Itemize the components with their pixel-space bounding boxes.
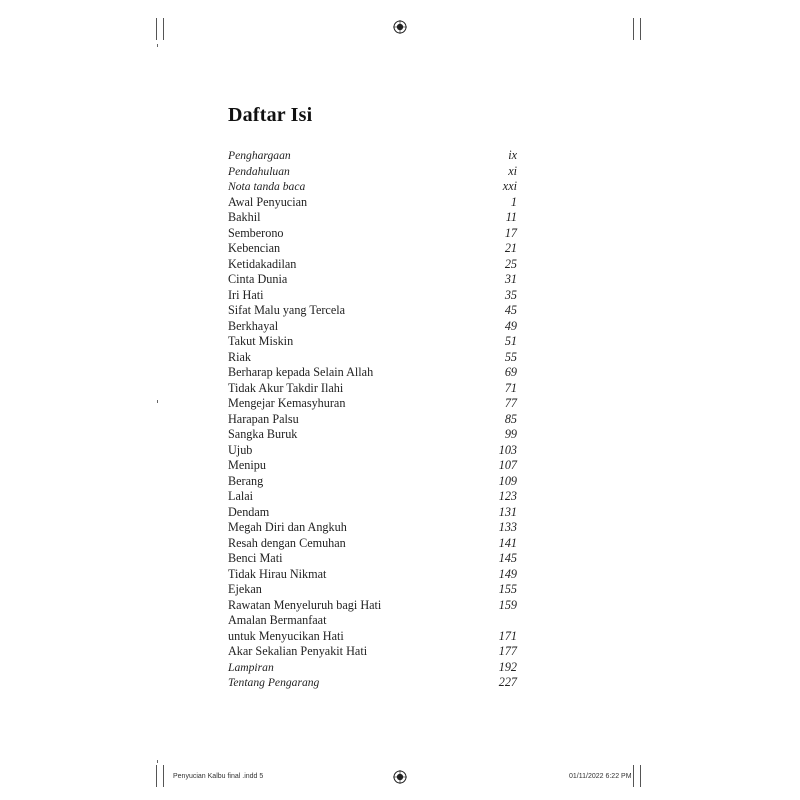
toc-entry-page: 171	[498, 628, 517, 643]
toc-entry-title: Berkhayal	[228, 318, 279, 333]
toc-entry-title: untuk Menyucikan Hati	[228, 628, 344, 643]
footer-timestamp: 01/11/2022 6:22 PM	[569, 773, 632, 780]
toc-entry	[228, 582, 517, 598]
toc-entry-page: 192	[498, 659, 517, 674]
toc-entry-title: Sangka Buruk	[228, 427, 298, 441]
toc-entry-page: 155	[498, 582, 517, 596]
toc-entry	[228, 288, 517, 304]
toc-entry-title: Pendahuluan	[228, 164, 290, 178]
toc-entry	[228, 644, 517, 660]
toc-entry-page: 107	[498, 458, 517, 472]
toc-entry-title: Semberono	[228, 225, 284, 240]
toc-entry-title: Berharap kepada Selain Allah	[228, 365, 374, 379]
toc-entry	[228, 257, 517, 273]
toc-entry-page: 71	[504, 380, 517, 395]
toc-entry-title: Iri Hati	[228, 287, 264, 302]
registration-mark-top-icon	[393, 20, 407, 34]
toc-entry-title: Benci Mati	[228, 551, 283, 565]
toc-entry-page: 35	[504, 287, 517, 302]
toc-entry	[228, 505, 517, 521]
toc-entry-page: 49	[504, 318, 517, 333]
toc-entry-title: Cinta Dunia	[228, 272, 288, 286]
crop-mark-top-right-2	[640, 18, 641, 40]
toc-entry-title: Lalai	[228, 489, 254, 503]
toc-entry-page: 141	[498, 535, 517, 550]
toc-entry	[228, 148, 517, 164]
toc-entry-page: 145	[498, 551, 517, 565]
page-title: Daftar Isi	[228, 104, 313, 126]
toc-entry-title: Menipu	[228, 458, 266, 472]
toc-entry	[228, 613, 517, 629]
toc-entry	[228, 660, 517, 676]
toc-entry-title: Tidak Hirau Nikmat	[228, 566, 327, 581]
toc-entry-title: Awal Penyucian	[228, 194, 308, 209]
toc-entry	[228, 241, 517, 257]
toc-entry-page: 77	[504, 396, 517, 410]
toc-entry-page: 17	[504, 225, 517, 240]
toc-entry	[228, 210, 517, 226]
toc-entry-title: Berang	[228, 473, 264, 488]
toc-entry	[228, 489, 517, 505]
crop-tick-left-bottom	[157, 760, 158, 763]
toc-entry	[228, 226, 517, 242]
crop-mark-top-right-1	[633, 18, 634, 40]
toc-entry	[228, 675, 517, 691]
toc-entry	[228, 551, 517, 567]
toc-entry-page: 103	[498, 442, 517, 457]
toc-entry	[228, 536, 517, 552]
toc-entry	[228, 474, 517, 490]
toc-entry-title: Dendam	[228, 504, 270, 519]
toc-entry	[228, 629, 517, 645]
toc-entry-page: 131	[498, 504, 517, 519]
toc-entry-title: Harapan Palsu	[228, 411, 299, 426]
toc-entry-page: 227	[498, 675, 517, 689]
toc-entry	[228, 598, 517, 614]
toc-entry	[228, 520, 517, 536]
toc-entry-page: xi	[508, 163, 517, 178]
toc-entry	[228, 427, 517, 443]
toc-entry	[228, 195, 517, 211]
toc-entry-title: Akar Sekalian Penyakit Hati	[228, 644, 368, 658]
toc-entry-page: 85	[504, 411, 517, 426]
toc-entry	[228, 443, 517, 459]
toc-entry-title: Ejekan	[228, 582, 262, 596]
toc-entry-page: 45	[504, 303, 517, 317]
toc-entry-page: 21	[504, 241, 517, 255]
toc-entry	[228, 458, 517, 474]
toc-entry-title: Resah dengan Cemuhan	[228, 535, 346, 550]
toc-entry-title: Ujub	[228, 442, 253, 457]
toc-entry-title: Rawatan Menyeluruh bagi Hati	[228, 597, 382, 612]
toc-entry-page: 51	[504, 334, 517, 348]
toc-entry	[228, 303, 517, 319]
toc-entry	[228, 381, 517, 397]
registration-mark-bottom-icon	[393, 770, 407, 784]
toc-entry-title: Tentang Pengarang	[228, 676, 320, 689]
toc-entry-page: 159	[498, 597, 517, 612]
toc-entry	[228, 396, 517, 412]
table-of-contents	[228, 148, 517, 691]
toc-entry	[228, 179, 517, 195]
toc-entry-page: 31	[504, 272, 517, 286]
crop-mark-bottom-right-1	[633, 765, 634, 787]
toc-entry-title: Amalan Bermanfaat	[228, 613, 327, 627]
toc-entry-title: Tidak Akur Takdir Ilahi	[228, 380, 344, 395]
crop-mark-top-left-2	[163, 18, 164, 40]
toc-entry	[228, 272, 517, 288]
toc-entry	[228, 164, 517, 180]
toc-entry-page: 99	[504, 427, 517, 441]
crop-mark-bottom-right-2	[640, 765, 641, 787]
toc-entry-page: ix	[508, 148, 517, 162]
toc-entry-title: Takut Miskin	[228, 334, 294, 348]
toc-entry-page: 133	[498, 520, 517, 534]
toc-entry-page: 25	[504, 256, 517, 271]
crop-tick-left-mid	[157, 400, 158, 403]
crop-mark-top-left-1	[156, 18, 157, 40]
toc-entry-title: Lampiran	[228, 660, 274, 674]
toc-entry-title: Riak	[228, 349, 252, 364]
toc-entry-title: Mengejar Kemasyhuran	[228, 396, 346, 410]
toc-entry-page: 1	[510, 194, 517, 209]
toc-entry-title: Megah Diri dan Angkuh	[228, 520, 347, 534]
toc-entry-page: 177	[498, 644, 517, 658]
toc-entry-page: 123	[498, 489, 517, 503]
toc-entry	[228, 412, 517, 428]
toc-entry-title: Penghargaan	[228, 149, 291, 162]
crop-tick-left-top	[157, 44, 158, 47]
toc-entry	[228, 365, 517, 381]
toc-entry-page: 55	[504, 349, 517, 364]
toc-entry	[228, 567, 517, 583]
toc-entry	[228, 334, 517, 350]
toc-entry	[228, 350, 517, 366]
crop-mark-bottom-left-2	[163, 765, 164, 787]
toc-entry-page: xxi	[502, 179, 517, 193]
toc-entry	[228, 319, 517, 335]
toc-entry-title: Kebencian	[228, 241, 281, 255]
toc-entry-page: 149	[498, 566, 517, 581]
footer-file-name: Penyucian Kalbu final .indd 5	[173, 773, 264, 780]
toc-entry-title: Sifat Malu yang Tercela	[228, 303, 346, 317]
toc-entry-title: Ketidakadilan	[228, 256, 297, 271]
crop-mark-bottom-left-1	[156, 765, 157, 787]
toc-entry-title: Nota tanda baca	[228, 180, 306, 193]
toc-entry-page: 109	[498, 473, 517, 488]
toc-entry-title: Bakhil	[228, 210, 261, 224]
toc-entry-page: 11	[505, 210, 517, 224]
toc-entry-page: 69	[504, 365, 517, 379]
